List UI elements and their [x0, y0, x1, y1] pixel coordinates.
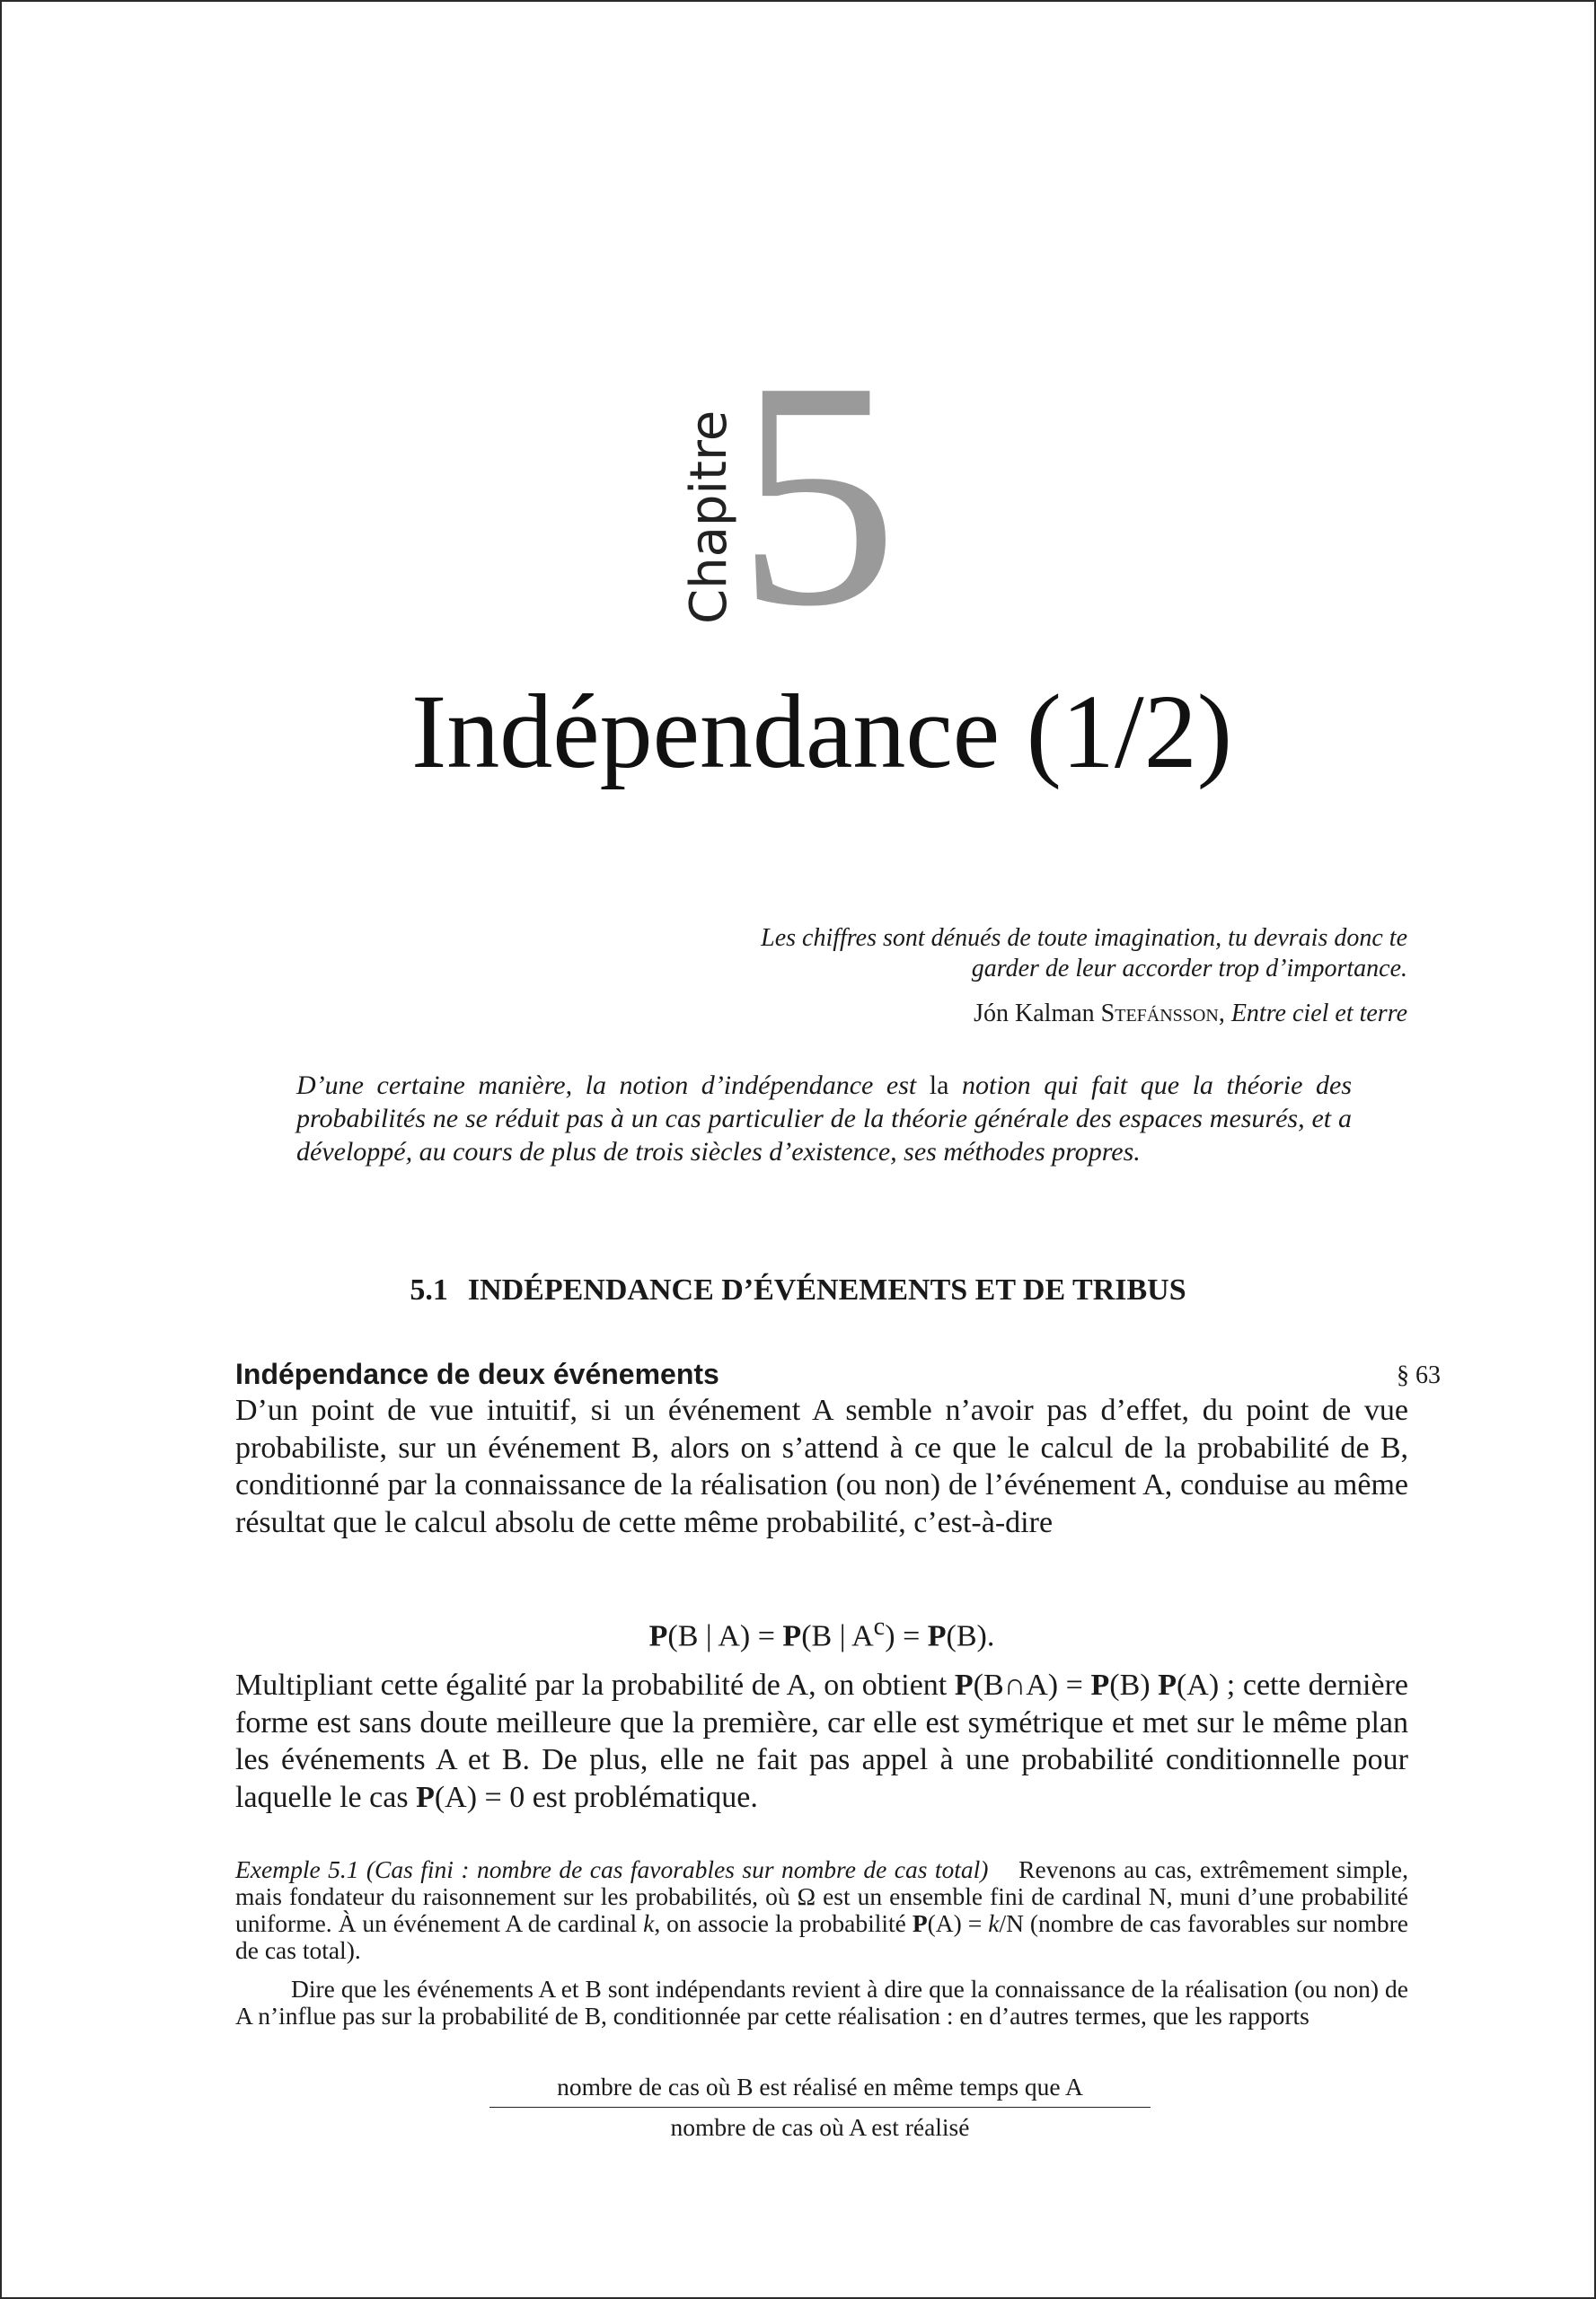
- example-text-a: Revenons au cas, extrêmement simple, mais fondateur du raisonnement sur les probabilités, où Ω est un ensemble fini de cardinal N, muni d’une probabilité uniforme. À un événement A de cardinal: [235, 1855, 1409, 1937]
- epigraph-attribution: [509, 999, 1407, 1029]
- equation-term-3: ) =: [885, 1619, 928, 1653]
- epigraph: [509, 923, 1407, 1029]
- epigraph-work: Entre ciel et terre: [1230, 1000, 1407, 1027]
- p2-text-a: Multipliant cette égalité par la probabilité de A, on obtient: [235, 1669, 955, 1702]
- complement-superscript: c: [873, 1613, 886, 1641]
- epigraph-quote-line-2: garder de leur accorder trop d’importance.: [971, 955, 1407, 982]
- paragraph-heading: Indépendance de deux événements: [235, 1358, 719, 1390]
- intro-part-3: notion qui fait que la théorie des probabilités ne se réduit pas à un cas particulier de la théorie générale des espaces mesurés, et a développé, au cours de plus de trois siècles d’existence, ses méthodes propres.: [296, 1070, 1352, 1167]
- variable-k: k: [643, 1909, 655, 1937]
- prob-operator: P: [927, 1619, 947, 1653]
- p2-text-e: (A) = 0 est problématique.: [434, 1780, 758, 1814]
- epigraph-author-first: Jón Kalman: [974, 1000, 1095, 1027]
- variable-k: k: [988, 1909, 1000, 1937]
- section-heading: [234, 1271, 1362, 1310]
- equation-term-4: (B).: [946, 1619, 995, 1653]
- p2-text-c: (B): [1109, 1669, 1159, 1702]
- example-text-b: , on associe la probabilité: [654, 1909, 913, 1937]
- chapter-number: 5: [736, 314, 898, 673]
- p2-text-d: (A) ; cette dernière forme est sans doute meilleure que la première, car elle est symétrique et met sur le même plan les événements A et B. De plus, elle ne fait pas appel à une probabilité conditionnelle pour laquelle le cas: [235, 1669, 1408, 1814]
- margin-reference: § 63: [1397, 1361, 1441, 1389]
- ratio-fraction: [489, 2071, 1151, 2144]
- chapter-title: Indépendance (1/2): [410, 673, 1233, 790]
- prob-operator: P: [954, 1669, 974, 1702]
- body-paragraph-2: [235, 1667, 1408, 1816]
- equation-term-2: (B | A: [801, 1619, 874, 1653]
- prob-operator: P: [912, 1909, 928, 1937]
- example-paragraph-1: [235, 1856, 1408, 1964]
- example-text-d: /N (nombre de cas favorables sur nombre de cas total).: [235, 1909, 1408, 1964]
- example-paragraph-2: Dire que les événements A et B sont indépendants revient à dire que la connaissance de la réalisation (ou non) de A n’influe pas sur la probabilité de B, conditionnée par cette réalisation : en d’autres termes, que les rapports: [235, 1975, 1408, 2030]
- body-paragraph-1: D’un point de vue intuitif, si un événement A semble n’avoir pas d’effet, du point de vue probabiliste, sur un événement B, alors on s’attend à ce que le calcul de la probabilité de B, conditionné par la connaissance de la réalisation (ou non) de l’événement A, conduise au même résultat que le calcul absolu de cette même probabilité, c’est-à-dire: [235, 1394, 1408, 1539]
- example-text-c: (A) =: [927, 1909, 989, 1937]
- prob-operator: P: [1090, 1669, 1110, 1702]
- example-label: Exemple 5.1 (Cas fini : nombre de cas favorables sur nombre de cas total): [235, 1855, 989, 1883]
- fraction-numerator: nombre de cas où B est réalisé en même temps que A: [489, 2071, 1151, 2108]
- p2-text-b: (B∩A) =: [973, 1669, 1091, 1702]
- intro-emphasis: la: [929, 1070, 949, 1100]
- chapter-label: Chapitre: [680, 410, 738, 624]
- section-title: INDÉPENDANCE D’ÉVÉNEMENTS ET DE TRIBUS: [467, 1273, 1186, 1307]
- epigraph-author-last: Stefánsson: [1100, 1000, 1219, 1027]
- section-number: 5.1: [410, 1273, 448, 1307]
- chapter-intro: [296, 1069, 1352, 1168]
- prob-operator: P: [416, 1780, 435, 1814]
- epigraph-quote-line-1: Les chiffres sont dénués de toute imagination, tu devrais donc te: [761, 924, 1407, 952]
- prob-operator: P: [782, 1619, 802, 1653]
- prob-operator: P: [648, 1619, 668, 1653]
- intro-part-1: D’une certaine manière, la notion d’indépendance est: [296, 1070, 917, 1100]
- display-equation: [235, 1608, 1408, 1656]
- equation-term-1: (B | A) =: [667, 1619, 783, 1653]
- fraction-denominator: nombre de cas où A est réalisé: [670, 2113, 970, 2141]
- epigraph-separator: ,: [1218, 1000, 1225, 1027]
- prob-operator: P: [1158, 1669, 1177, 1702]
